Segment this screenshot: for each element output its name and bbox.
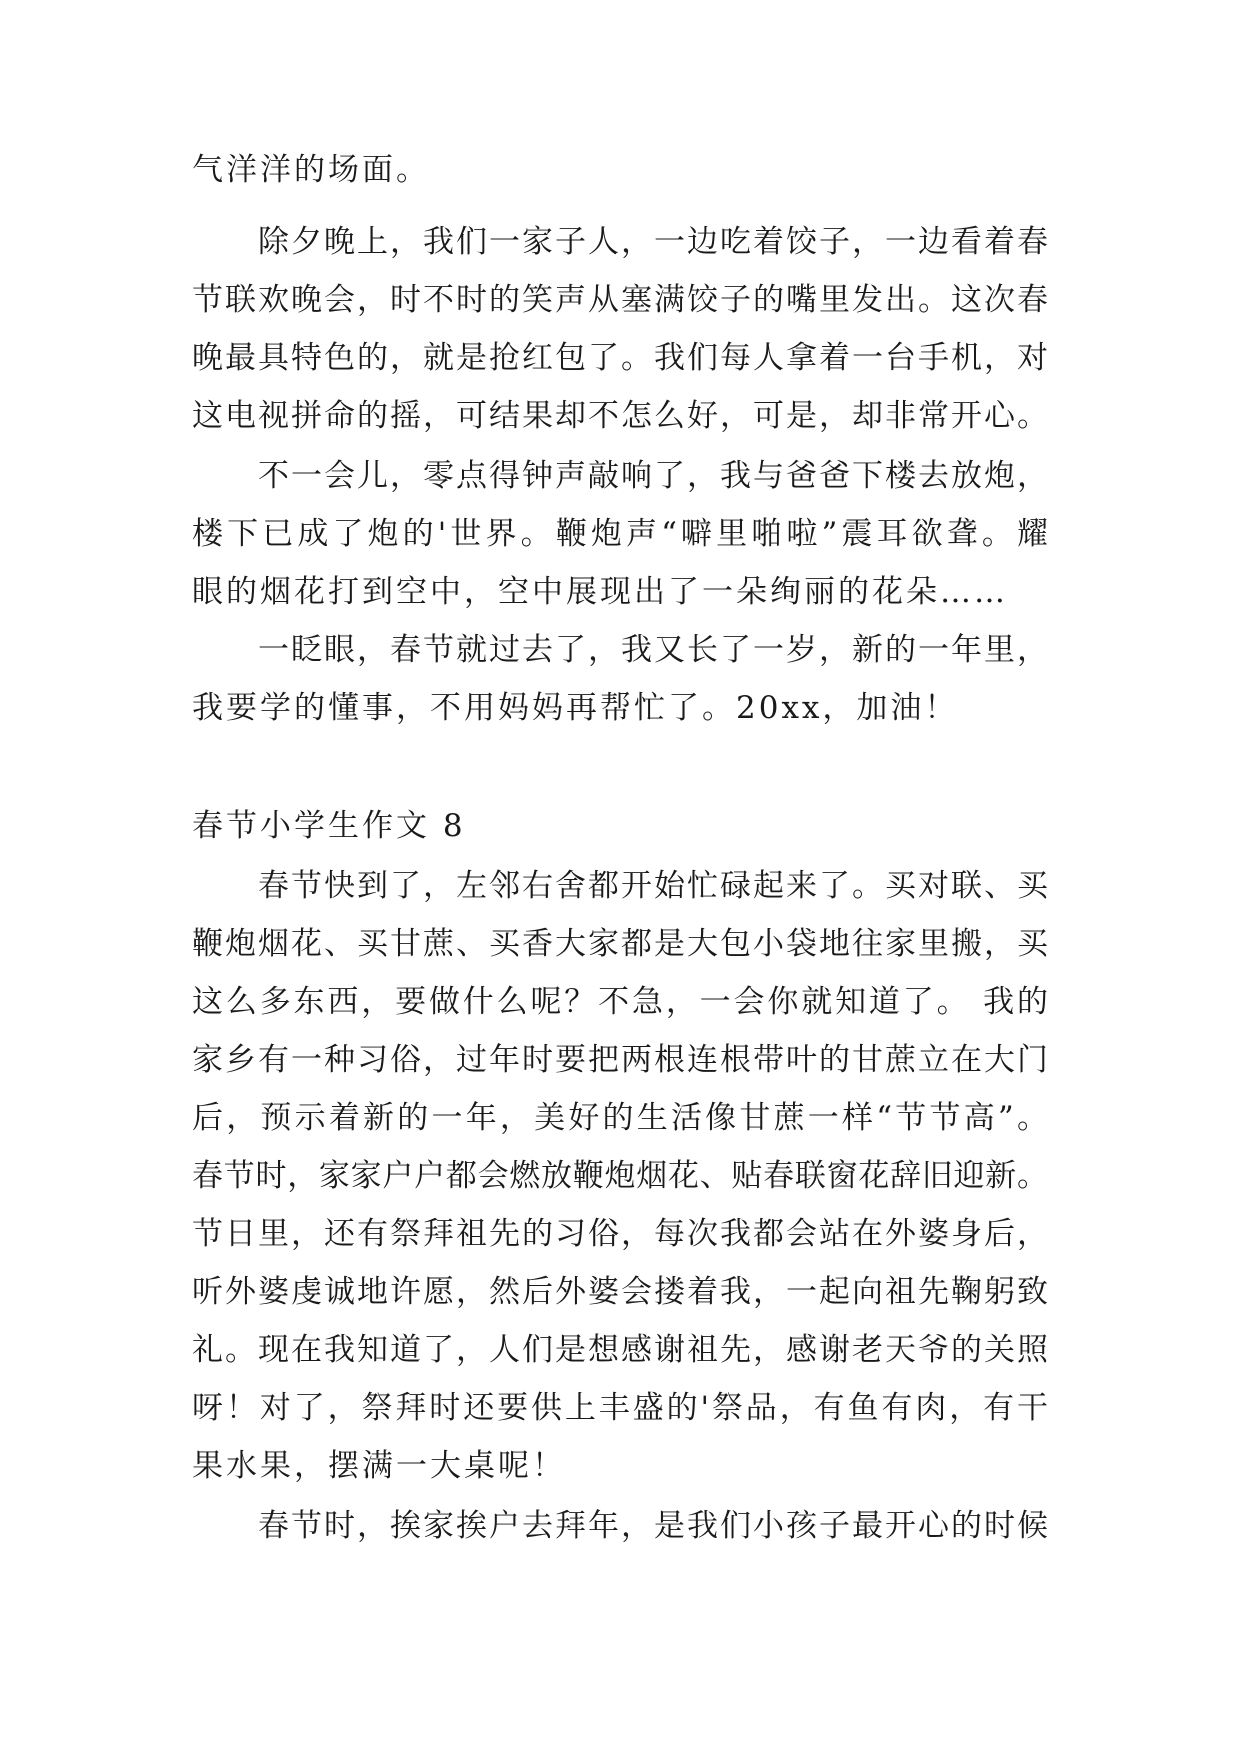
text-line: 晚最具特色的，就是抢红包了。我们每人拿着一台手机，对 <box>192 340 1048 376</box>
text-line: 春节快到了，左邻右舍都开始忙碌起来了。买对联、买 <box>258 868 1048 904</box>
text-line: 春节时，家家户户都会燃放鞭炮烟花、贴春联窗花辞旧迎新。 <box>192 1158 1048 1194</box>
text-line: 果水果，摆满一大桌呢！ <box>192 1448 566 1484</box>
section-heading: 春节小学生作文 8 <box>192 808 466 844</box>
text-line: 一眨眼，春节就过去了，我又长了一岁，新的一年里， <box>258 632 1048 668</box>
text-line: 不一会儿，零点得钟声敲响了，我与爸爸下楼去放炮， <box>258 458 1048 494</box>
text-line: 气洋洋的场面。 <box>192 152 430 188</box>
text-line: 楼下已成了炮的'世界。鞭炮声“噼里啪啦”震耳欲聋。耀 <box>192 516 1048 552</box>
text-line: 节联欢晚会，时不时的笑声从塞满饺子的嘴里发出。这次春 <box>192 282 1048 318</box>
text-line: 鞭炮烟花、买甘蔗、买香大家都是大包小袋地往家里搬，买 <box>192 926 1048 962</box>
text-line: 家乡有一种习俗，过年时要把两根连根带叶的甘蔗立在大门 <box>192 1042 1048 1078</box>
text-line: 这电视拼命的摇，可结果却不怎么好，可是，却非常开心。 <box>192 398 1048 434</box>
text-line: 这么多东西，要做什么呢？不急，一会你就知道了。 我的 <box>192 984 1048 1020</box>
text-line: 除夕晚上，我们一家子人，一边吃着饺子，一边看着春 <box>258 224 1048 260</box>
text-line: 呀！对了，祭拜时还要供上丰盛的'祭品，有鱼有肉，有干 <box>192 1390 1048 1426</box>
text-line: 听外婆虔诚地许愿，然后外婆会搂着我，一起向祖先鞠躬致 <box>192 1274 1048 1310</box>
text-line: 春节时，挨家挨户去拜年，是我们小孩子最开心的时候 <box>258 1508 1048 1544</box>
text-line: 眼的烟花打到空中，空中展现出了一朵绚丽的花朵…… <box>192 574 1008 610</box>
text-line: 后，预示着新的一年，美好的生活像甘蔗一样“节节高”。 <box>192 1100 1048 1136</box>
text-line: 礼。现在我知道了，人们是想感谢祖先，感谢老天爷的关照 <box>192 1332 1048 1368</box>
text-line: 我要学的懂事，不用妈妈再帮忙了。20xx，加油！ <box>192 690 959 726</box>
text-line: 节日里，还有祭拜祖先的习俗，每次我都会站在外婆身后， <box>192 1216 1048 1252</box>
